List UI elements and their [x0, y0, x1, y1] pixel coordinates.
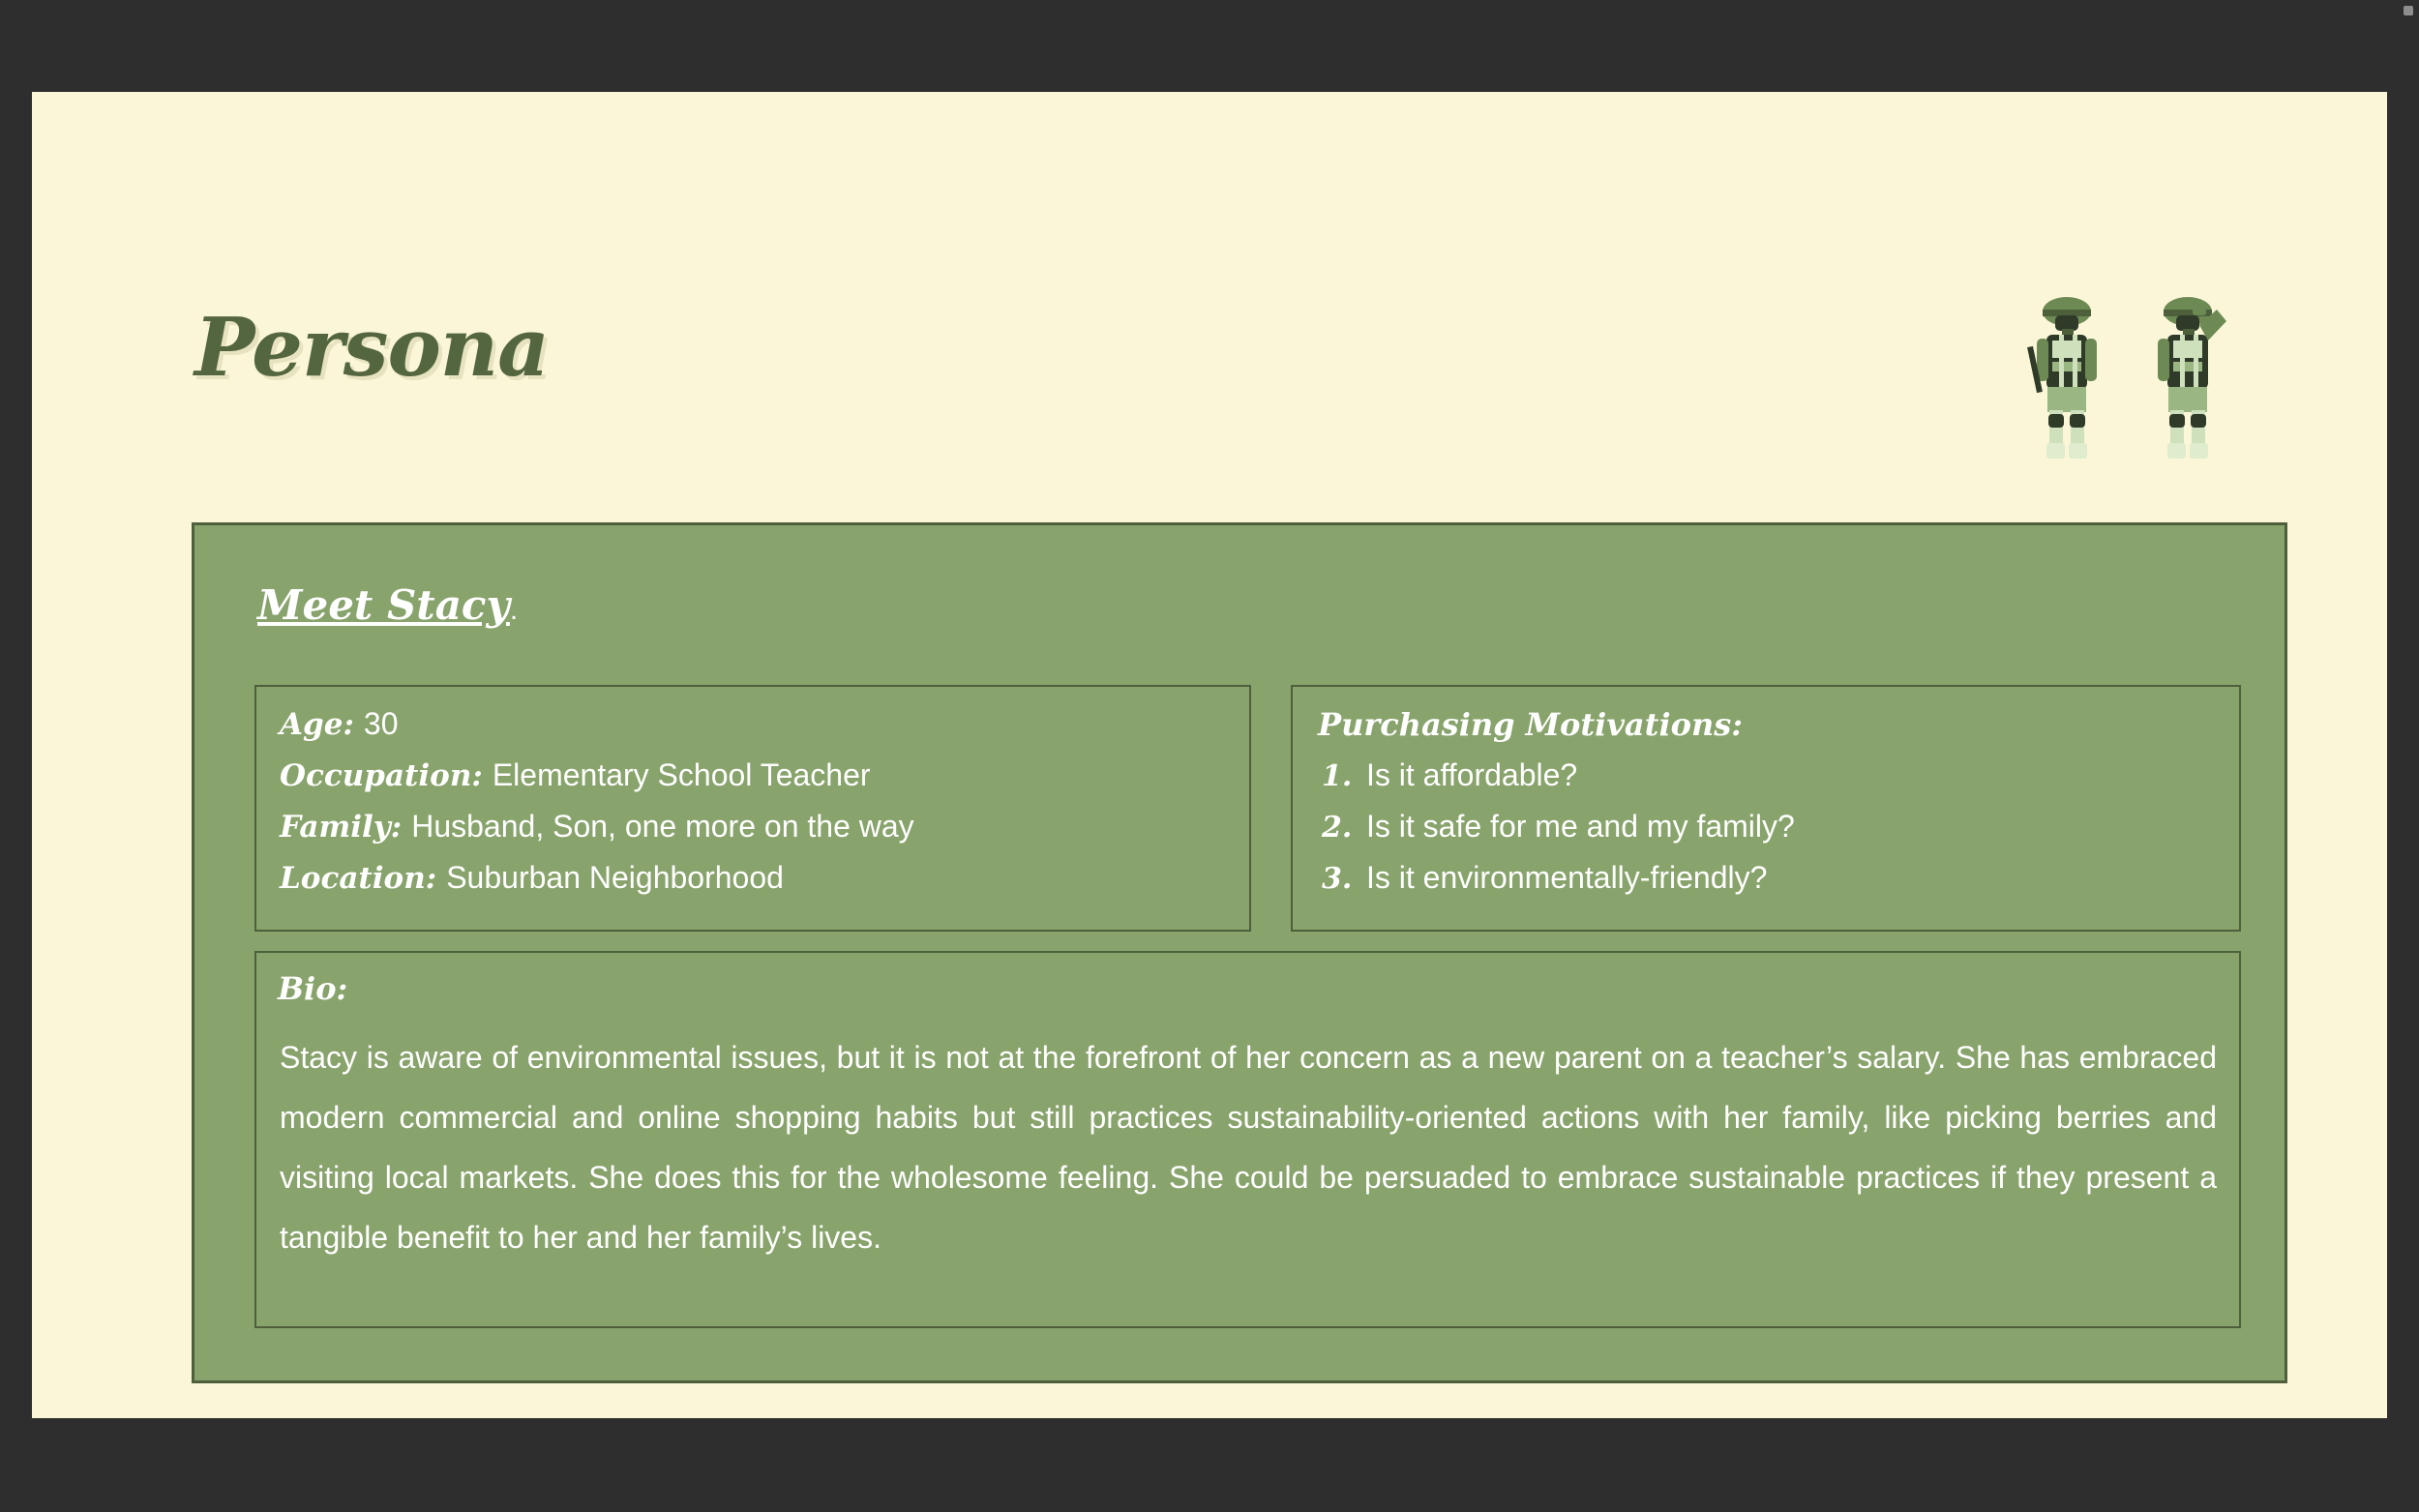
bio-text: Stacy is aware of environmental issues, but it is not at the forefront of her concern as a new parent on a teacher’s salary. She has embraced modern commercial and online shopping habits but still practices sustainability-oriented actions with her family, like picking berries and visiting local markets. She does this for the wholesome feeling. She could be persuaded to embrace sustainable practices if they present a tangible benefit to her and her family’s lives. [280, 1040, 2217, 1255]
motivation-text: Is it affordable? [1366, 757, 1578, 792]
meet-heading-suffix: . [509, 594, 519, 626]
motivation-text: Is it environmentally-friendly? [1366, 860, 1768, 895]
page-title: Persona [194, 300, 549, 395]
fact-row [280, 706, 399, 742]
motivation-text: Is it safe for me and my family? [1366, 809, 1795, 844]
list-item [1322, 757, 1577, 793]
window-corner-marker [2404, 6, 2413, 15]
persona-panel [192, 522, 2287, 1383]
list-item [1322, 860, 1767, 896]
meet-heading [257, 581, 518, 629]
persona-slide [32, 92, 2387, 1418]
motivations-title: Purchasing Motivations: [1318, 706, 1744, 743]
fact-label-occupation: Occupation: [280, 758, 483, 793]
fact-row [280, 809, 914, 845]
fact-row [280, 757, 871, 793]
fact-value-location: Suburban Neighborhood [446, 860, 784, 895]
fact-label-family: Family: [280, 810, 403, 845]
motivation-number: 1. [1322, 759, 1353, 793]
fact-row [280, 860, 784, 896]
fact-value-family: Husband, Son, one more on the way [411, 809, 914, 844]
motivation-number: 2. [1322, 811, 1353, 845]
motivation-number: 3. [1322, 862, 1353, 896]
fact-value-age: 30 [363, 706, 399, 741]
bio-box [254, 951, 2241, 1328]
fact-label-location: Location: [280, 861, 437, 896]
two-soldiers-illustration [2020, 290, 2282, 522]
bio-title: Bio: [278, 970, 348, 1007]
purchasing-motivations-box [1291, 685, 2241, 932]
meet-heading-name: Meet Stacy [257, 581, 510, 629]
list-item [1322, 809, 1795, 845]
persona-facts-box [254, 685, 1251, 932]
fact-label-age: Age: [280, 707, 354, 742]
fact-value-occupation: Elementary School Teacher [492, 757, 871, 792]
